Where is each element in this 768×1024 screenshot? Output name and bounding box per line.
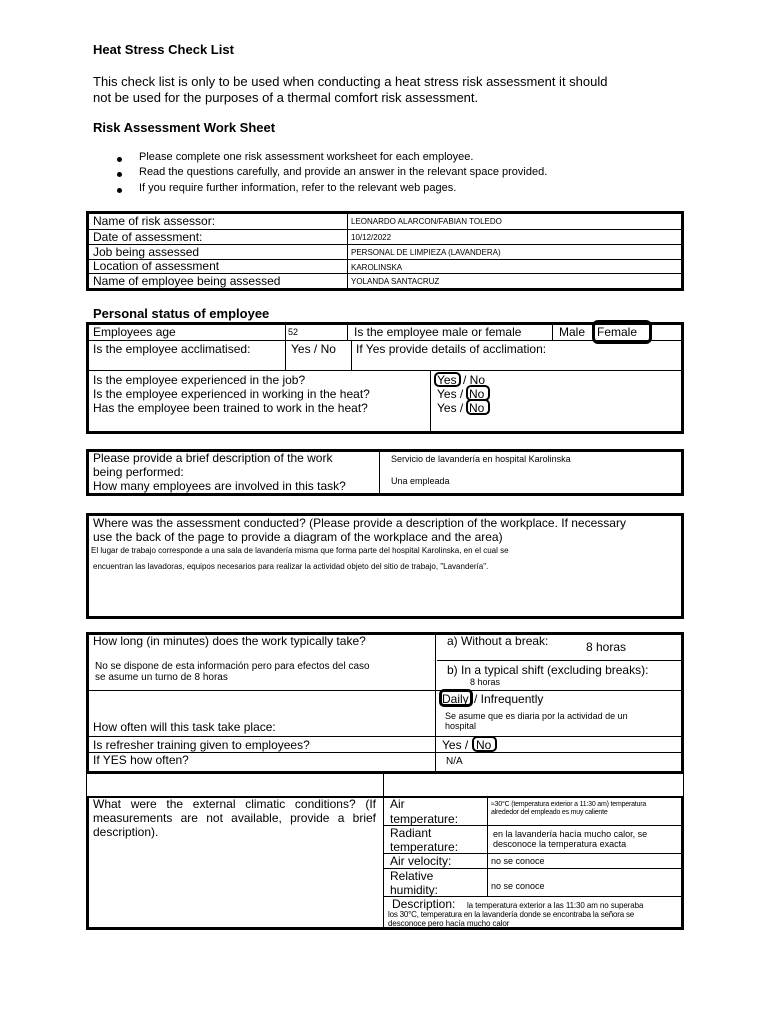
workplace-answer-2[interactable]: encuentran las lavadoras, equipos necesarios para realizar la actividad objeto del sitio de trabajo, "Lavandería". (93, 562, 489, 571)
bullet-icon (117, 172, 122, 177)
table-divider (430, 370, 431, 432)
male-option[interactable]: Male (559, 325, 586, 339)
trained-heat-question: Has the employee been trained to work in the heat? (93, 401, 368, 415)
employee-name-label: Name of employee being assessed (93, 274, 281, 288)
acclimation-details-label: If Yes provide details of acclimation: (356, 342, 547, 356)
air-velocity-label: Air velocity: (390, 854, 452, 868)
how-often-question: If YES how often? (93, 753, 189, 767)
table-divider (88, 690, 682, 691)
instruction-item: Please complete one risk assessment worksheet for each employee. (139, 151, 474, 163)
date-label: Date of assessment: (93, 230, 203, 244)
selected-circle-mark (439, 689, 473, 707)
air-temperature-label: Air (390, 797, 405, 811)
how-often-field[interactable]: N/A (446, 756, 463, 767)
table-divider (347, 213, 348, 289)
table-divider (683, 774, 684, 796)
instruction-item: If you require further information, refer to the relevant web pages. (139, 182, 457, 194)
intro-line-2: not be used for the purposes of a thermal comfort risk assessment. (93, 90, 479, 105)
table-divider (88, 736, 682, 737)
without-break-label: a) Without a break: (447, 634, 549, 648)
table-divider (351, 340, 352, 370)
climate-description-field-3[interactable]: desconoce pero hacía mucho calor (388, 919, 510, 928)
experience-job-question: Is the employee experienced in the job? (93, 373, 306, 387)
table-divider (347, 324, 348, 340)
experience-heat-no[interactable]: No (469, 387, 485, 401)
experience-heat-question: Is the employee experienced in working in the heat? (93, 387, 370, 401)
work-description-label-2: being performed: (93, 465, 184, 479)
employee-name-field[interactable]: YOLANDA SANTACRUZ (351, 277, 440, 286)
air-temperature-field-2[interactable]: alrededor del empleado es muy caliente (491, 809, 608, 816)
assessor-label: Name of risk assessor: (93, 214, 216, 228)
acclimatised-options[interactable]: Yes / No (291, 342, 336, 356)
intro-line-1: This check list is only to be used when conducting a heat stress risk assessment it should (93, 74, 608, 89)
experience-job-no[interactable]: / No (463, 373, 486, 387)
table-divider (487, 797, 488, 896)
frequency-note-2[interactable]: hospital (445, 721, 477, 731)
date-field[interactable]: 10/12/2022 (351, 233, 392, 242)
air-temperature-field[interactable]: ≈30°C (temperatura exterior a 11:30 am) temperatura (491, 801, 647, 808)
selected-circle-mark (466, 399, 490, 415)
frequency-note[interactable]: Se asume que es diaria por la actividad de un (445, 711, 628, 721)
location-label: Location of assessment (93, 259, 220, 273)
employee-count-field[interactable]: Una empleada (391, 476, 450, 486)
workplace-question-2: use the back of the page to provide a diagram of the workplace and the area) (93, 530, 503, 544)
duration-answer-2[interactable]: se asume un turno de 8 horas (95, 672, 228, 683)
refresher-question: Is refresher training given to employees? (93, 738, 310, 752)
climate-description-field-2[interactable]: los 30°C, temperatura en la lavandería donde se encontraba la señora se (388, 910, 635, 919)
duration-question: How long (in minutes) does the work typically take? (93, 634, 366, 648)
relative-humidity-label: Relative (390, 869, 434, 883)
duration-answer[interactable]: No se dispone de esta información pero para efectos del caso (95, 661, 370, 672)
worksheet-title: Risk Assessment Work Sheet (93, 120, 276, 135)
selected-circle-mark (592, 320, 652, 344)
table-divider (285, 324, 286, 370)
relative-humidity-label-2: humidity: (390, 883, 439, 897)
gender-question: Is the employee male or female (354, 325, 522, 339)
radiant-temperature-label: Radiant (390, 826, 432, 840)
daily-option[interactable]: Daily (442, 692, 469, 706)
instruction-item: Read the questions carefully, and provide an answer in the relevant space provided. (139, 166, 548, 178)
trained-heat-yes[interactable]: Yes / (437, 401, 464, 415)
work-description-field[interactable]: Servicio de lavandería en hospital Karolinska (391, 454, 571, 464)
assessor-field[interactable]: LEONARDO ALARCON/FABIAN TOLEDO (351, 217, 502, 226)
workplace-answer[interactable]: El lugar de trabajo corresponde a una sala de lavandería misma que forma parte del hospital Karolinska, en el cual se (91, 546, 509, 555)
page-title: Heat Stress Check List (93, 42, 234, 57)
radiant-temperature-label-2: temperature: (390, 840, 459, 854)
job-field[interactable]: PERSONAL DE LIMPIEZA (LAVANDERA) (351, 248, 501, 257)
refresher-yes[interactable]: Yes / (442, 738, 469, 752)
radiant-temperature-field[interactable]: en la lavandería hacía mucho calor, se (493, 829, 648, 839)
climate-description-field[interactable]: la temperatura exterior a las 11:30 am no superaba (467, 901, 644, 910)
work-description-label: Please provide a brief description of the work (93, 451, 333, 465)
table-divider (383, 774, 384, 796)
refresher-no[interactable]: No (476, 738, 492, 752)
table-divider (86, 774, 87, 796)
selected-circle-mark (472, 736, 497, 752)
description-label: Description: (392, 897, 456, 911)
age-field[interactable]: 52 (288, 327, 299, 337)
experience-heat-yes[interactable]: Yes / (437, 387, 464, 401)
age-label: Employees age (93, 325, 176, 339)
acclimatised-label: Is the employee acclimatised: (93, 342, 251, 356)
climate-question: What were the external climatic conditions? (If measurements are not available, provide a brief description). (93, 797, 376, 839)
table-divider (437, 660, 682, 661)
table-divider (383, 797, 384, 928)
infrequently-option[interactable]: / Infrequently (474, 692, 544, 706)
selected-circle-mark (434, 372, 461, 387)
table-divider (552, 324, 553, 340)
experience-job-yes[interactable]: Yes (437, 373, 457, 387)
personal-status-heading: Personal status of employee (93, 306, 270, 321)
air-temperature-label-2: temperature: (390, 812, 459, 826)
location-field[interactable]: KAROLINSKA (351, 263, 403, 272)
trained-heat-no[interactable]: No (469, 401, 485, 415)
typical-shift-field[interactable]: 8 horas (470, 677, 501, 687)
frequency-question: How often will this task take place: (93, 720, 276, 734)
radiant-temperature-field-2[interactable]: desconoce la temperatura exacta (493, 839, 627, 849)
bullet-icon (117, 188, 122, 193)
workplace-question: Where was the assessment conducted? (Please provide a description of the workplace. If necessary (93, 516, 626, 530)
bullet-icon (117, 157, 122, 162)
air-velocity-field[interactable]: no se conoce (491, 856, 545, 866)
employee-count-label: How many employees are involved in this task? (93, 479, 346, 493)
typical-shift-label: b) In a typical shift (excluding breaks): (447, 663, 649, 677)
job-label: Job being assessed (93, 245, 200, 259)
relative-humidity-field[interactable]: no se conoce (491, 881, 545, 891)
table-divider (88, 370, 682, 371)
without-break-field[interactable]: 8 horas (586, 640, 627, 654)
female-option[interactable]: Female (597, 325, 638, 339)
table-divider (379, 451, 380, 494)
